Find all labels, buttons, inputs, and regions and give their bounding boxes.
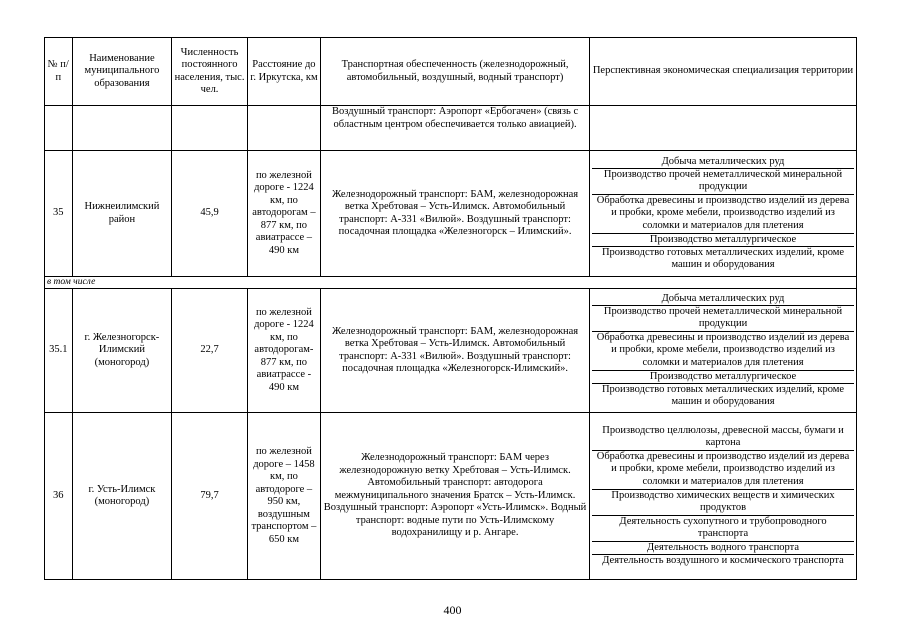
row-transport: Железнодорожный транспорт: БАМ, железнодорожная ветка Хребтовая – Усть-Илимск. Автомобильный транспорт: А-331 «Вилюй». Воздушный транспорт: посадочная площадка «Железногорск-Илимский». bbox=[321, 289, 590, 413]
specialization-item: Производство готовых металлических изделий, кроме машин и оборудования bbox=[601, 383, 845, 407]
header-num: № п/п bbox=[45, 38, 73, 106]
specialization-item: Обработка древесины и производство изделий из дерева и пробки, кроме мебели, производство изделий из соломки и материалов для плетения bbox=[592, 451, 854, 490]
specialization-item: Деятельность воздушного и космического транспорта bbox=[602, 554, 844, 566]
header-name: Наименование муниципального образования bbox=[72, 38, 172, 106]
row-name: г. Железногорск-Илимский (моногород) bbox=[72, 289, 172, 413]
row-transport: Железнодорожный транспорт: БАМ, железнодорожная ветка Хребтовая – Усть-Илимск. Автомобильный транспорт: А-331 «Вилюй». Воздушный транспорт: посадочная площадка «Железногорск – Илимский». bbox=[321, 151, 590, 277]
specialization-item: Производство прочей неметаллической минеральной продукции bbox=[592, 306, 854, 332]
specialization-item: Обработка древесины и производство изделий из дерева и пробки, кроме мебели, производство изделий из соломки и материалов для плетения bbox=[592, 332, 854, 371]
table-row bbox=[45, 289, 857, 413]
specialization-item: Производство металлургическое bbox=[592, 371, 854, 384]
table-row-continuation bbox=[45, 106, 857, 151]
row-specializations bbox=[590, 413, 857, 580]
row-population: 45,9 bbox=[172, 151, 247, 277]
row-distance: по железной дороге - 1224 км, по автодорогам- 877 км, по авиатрассе - 490 км bbox=[247, 289, 320, 413]
row-num: 35.1 bbox=[45, 289, 73, 413]
specialization-item: Производство готовых металлических изделий, кроме машин и оборудования bbox=[601, 246, 845, 270]
row-transport: Железнодорожный транспорт: БАМ через железнодорожную ветку Хребтовая – Усть-Илимск. Автомобильный транспорт: автодорога межмуниципального значения Братск – Усть-Илимск. Воздушный транспорт: Аэропорт «Усть-Илимск». Водный транспорт: водные пути по Усть-Илимскому водохранилищу и р. Ангаре. bbox=[321, 413, 590, 580]
row-population: 22,7 bbox=[172, 289, 247, 413]
row-name: Нижнеилимский район bbox=[72, 151, 172, 277]
page-number: 400 bbox=[443, 603, 462, 617]
row-name: г. Усть-Илимск (моногород) bbox=[72, 413, 172, 580]
specialization-table bbox=[44, 37, 857, 580]
row-specializations bbox=[590, 151, 857, 277]
header-population: Численность постоянного населения, тыс. чел. bbox=[172, 38, 247, 106]
specialization-item: Деятельность водного транспорта bbox=[592, 542, 854, 555]
transport-cell: Воздушный транспорт: Аэропорт «Ербогачен» (связь с областным центром обеспечивается только авиацией). bbox=[321, 106, 590, 151]
row-distance: по железной дороге - 1224 км, по автодорогам – 877 км, по авиатрассе – 490 км bbox=[247, 151, 320, 277]
row-population: 79,7 bbox=[172, 413, 247, 580]
table-row bbox=[45, 413, 857, 580]
specialization-item: Производство химических веществ и химических продуктов bbox=[592, 490, 854, 516]
row-distance: по железной дороге – 1458 км, по автодороге – 950 км, воздушным транспортом – 650 км bbox=[247, 413, 320, 580]
including-label: в том числе bbox=[45, 277, 857, 289]
specialization-item: Производство металлургическое bbox=[592, 234, 854, 247]
specialization-item: Добыча металлических руд bbox=[592, 293, 854, 306]
row-specializations bbox=[590, 289, 857, 413]
header-specialization: Перспективная экономическая специализация территории bbox=[590, 38, 857, 106]
including-row bbox=[45, 277, 857, 289]
header-transport: Транспортная обеспеченность (железнодорожный, автомобильный, воздушный, водный транспорт) bbox=[321, 38, 590, 106]
specialization-item: Деятельность сухопутного и трубопроводного транспорта bbox=[592, 516, 854, 542]
specialization-item: Производство целлюлозы, древесной массы, бумаги и картона bbox=[592, 425, 854, 451]
table-row bbox=[45, 151, 857, 277]
table-header-row bbox=[45, 38, 857, 106]
specialization-item: Производство прочей неметаллической минеральной продукции bbox=[592, 169, 854, 195]
row-num: 35 bbox=[45, 151, 73, 277]
row-num: 36 bbox=[45, 413, 73, 580]
specialization-item: Добыча металлических руд bbox=[592, 156, 854, 169]
specialization-item: Обработка древесины и производство изделий из дерева и пробки, кроме мебели, производство изделий из соломки и материалов для плетения bbox=[592, 195, 854, 234]
header-distance: Расстояние до г. Иркутска, км bbox=[247, 38, 320, 106]
